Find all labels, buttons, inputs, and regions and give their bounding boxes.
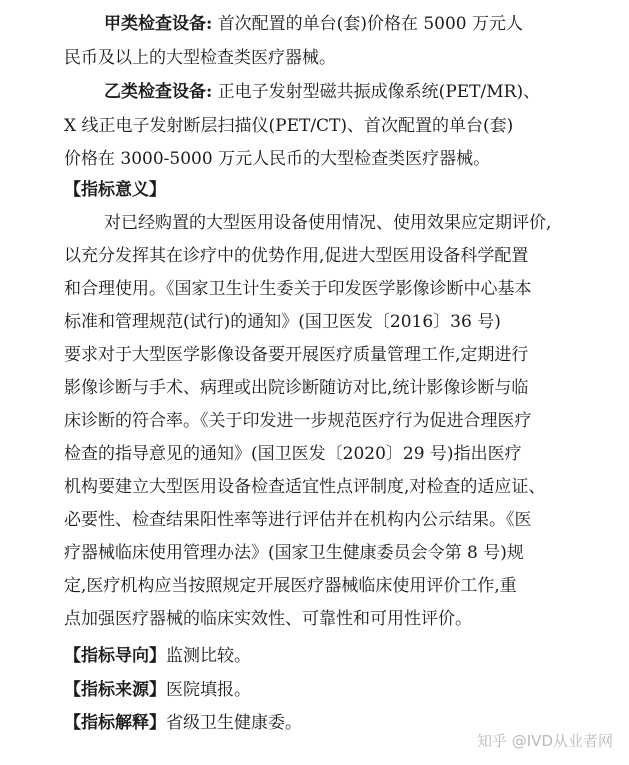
significance-line: 机构要建立大型医用设备检查适宜性点评制度,对检查的适应证、 bbox=[64, 477, 546, 497]
watermark: 知乎 @IVD从业者网 bbox=[476, 732, 613, 750]
significance-line: 必要性、检查结果阳性率等进行评估并在机构内公示结果。《医 bbox=[64, 510, 532, 530]
class-b-line-2: X 线正电子发射断层扫描仪(PET/CT)、首次配置的单台(套) bbox=[64, 116, 514, 136]
significance-line: 和合理使用。《国家卫生计生委关于印发医学影像诊断中心基本 bbox=[64, 279, 532, 299]
guidance-heading: 【指标导向】 bbox=[64, 646, 166, 666]
guidance-line bbox=[64, 644, 251, 668]
class-b-line-1 bbox=[104, 80, 540, 104]
significance-line: 点加强医疗器械的临床实效性、可靠性和可用性评价。 bbox=[64, 609, 472, 629]
significance-line: 标准和管理规范(试行)的通知》(国卫医发〔2016〕36 号) bbox=[64, 312, 501, 332]
significance-line: 床诊断的符合率。《关于印发进一步规范医疗行为促进合理医疗 bbox=[64, 411, 532, 431]
class-a-term: 甲类检查设备: bbox=[104, 14, 213, 34]
significance-line: 疗器械临床使用管理办法》(国家卫生健康委员会令第 8 号)规 bbox=[64, 543, 524, 563]
guidance-value: 监测比较。 bbox=[166, 646, 251, 666]
class-b-text-1: 正电子发射型磁共振成像系统(PET/MR)、 bbox=[217, 82, 541, 102]
significance-line: 影像诊断与手术、病理或出院诊断随访对比,统计影像诊断与临 bbox=[64, 378, 529, 398]
class-b-term: 乙类检查设备: bbox=[104, 82, 213, 102]
source-line bbox=[64, 678, 251, 702]
class-a-line-1 bbox=[104, 12, 523, 36]
interpretation-value: 省级卫生健康委。 bbox=[166, 713, 302, 733]
class-b-line-3: 价格在 3000-5000 万元人民币的大型检查类医疗器械。 bbox=[64, 149, 491, 169]
class-a-text-1: 首次配置的单台(套)价格在 5000 万元人 bbox=[217, 14, 524, 34]
significance-line: 定,医疗机构应当按照规定开展医疗器械临床使用评价工作,重 bbox=[64, 576, 517, 596]
significance-line: 检查的指导意见的通知》(国卫医发〔2020〕29 号)指出医疗 bbox=[64, 444, 522, 464]
source-heading: 【指标来源】 bbox=[64, 680, 166, 700]
interpretation-line bbox=[64, 711, 302, 735]
significance-line: 以充分发挥其在诊疗中的优势作用,促进大型医用设备科学配置 bbox=[64, 246, 529, 266]
significance-heading: 【指标意义】 bbox=[64, 180, 166, 200]
significance-line: 要求对于大型医学影像设备要开展医疗质量管理工作,定期进行 bbox=[64, 345, 529, 365]
interpretation-heading: 【指标解释】 bbox=[64, 713, 166, 733]
significance-line: 对已经购置的大型医用设备使用情况、使用效果应定期评价, bbox=[104, 213, 552, 233]
source-value: 医院填报。 bbox=[166, 680, 251, 700]
class-a-line-2: 民币及以上的大型检查类医疗器械。 bbox=[64, 48, 336, 68]
